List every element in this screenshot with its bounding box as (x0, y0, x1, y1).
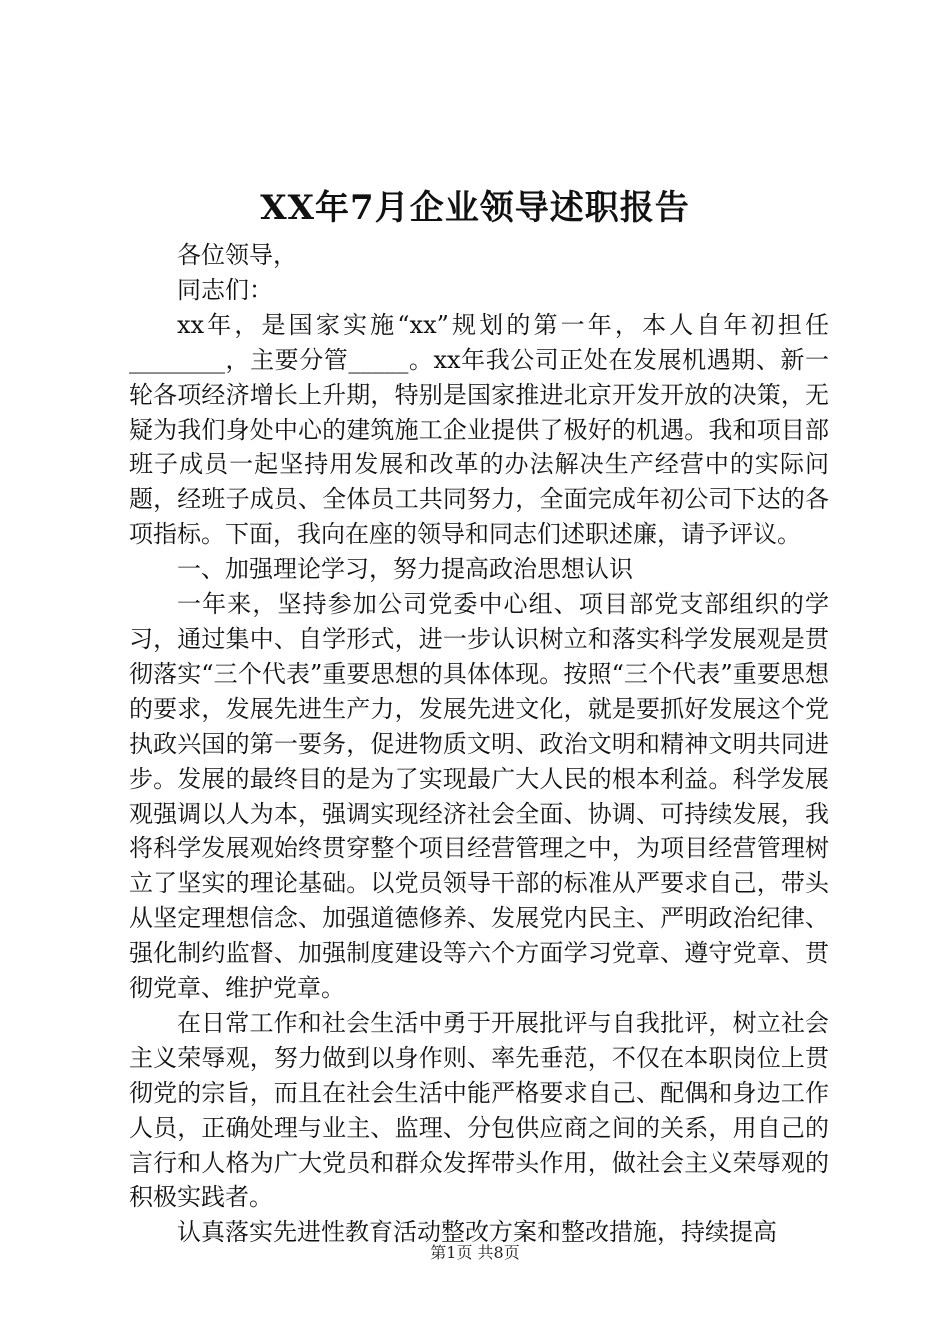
salutation-leaders: 各位领导， (177, 241, 297, 269)
page-footer: 第1页 共8页 (430, 1243, 520, 1262)
intro-paragraph: xx年，是国家实施“xx”规划的第一年，本人自年初担任________，主要分管_____。xx年我公司正处在发展机遇期、新一轮各项经济增长上升期，特别是国家推进北京开发开放的决策，无疑为我们身处中心的建筑施工企业提供了极好的机遇。我和项目部班子成员一起坚持用发展和改革的办法解决生产经营中的实际问题，经班子成员、全体员工共同努力，全面完成年初公司下达的各项指标。下面，我向在座的领导和同志们述职述廉，请予评议。 (129, 310, 829, 549)
section-heading-1: 一、加强理论学习，努力提高政治思想认识 (177, 555, 633, 584)
body-paragraph-study: 一年来，坚持参加公司党委中心组、项目部党支部组织的学习，通过集中、自学形式，进一步认识树立和落实科学发展观是贯彻落实“三个代表”重要思想的具体体现。按照“三个代表”重要思想的要求，发展先进生产力，发展先进文化，就是要抓好发展这个党执政兴国的第一要务，促进物质文明、政治文明和精神文明共同进步。发展的最终目的是为了实现最广大人民的根本利益。科学发展观强调以人为本，强调实现经济社会全面、协调、可持续发展，我将科学发展观始终贯穿整个项目经营管理之中，为项目经营管理树立了坚实的理论基础。以党员领导干部的标准从严要求自己，带头从坚定理想信念、加强道德修养、发展党内民主、严明政治纪律、强化制约监督、加强制度建设等六个方面学习党章、遵守党章、贯彻党章、维护党章。 (129, 590, 829, 1003)
document-title: XX年7月企业领导述职报告 (260, 188, 690, 228)
body-paragraph-rectification: 认真落实先进性教育活动整改方案和整改措施，持续提高 (177, 1218, 777, 1247)
document-body (129, 238, 829, 1250)
body-paragraph-criticism: 在日常工作和社会生活中勇于开展批评与自我批评，树立社会主义荣辱观，努力做到以身作则、率先垂范，不仅在本职岗位上贯彻党的宗旨，而且在社会生活中能严格要求自己、配偶和身边工作人员，正确处理与业主、监理、分包供应商之间的关系，用自己的言行和人格为广大党员和群众发挥带头作用，做社会主义荣辱观的积极实践者。 (129, 1008, 829, 1212)
salutation-comrades: 同志们： (177, 275, 273, 304)
